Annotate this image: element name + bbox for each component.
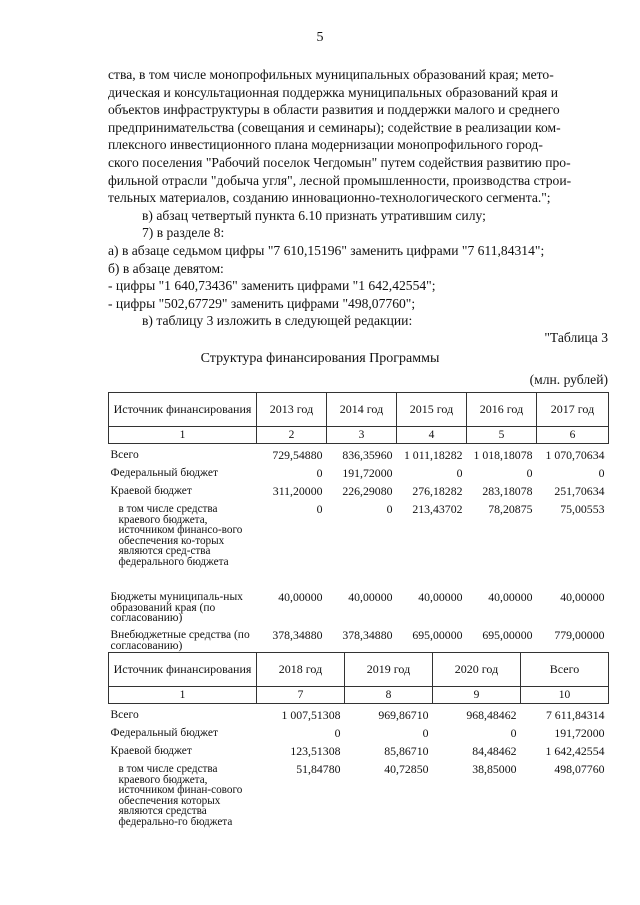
table-cell: 123,51308 bbox=[290, 744, 341, 758]
table-cell: 84,48462 bbox=[472, 744, 517, 758]
row-label: Всего bbox=[110, 709, 139, 721]
table-cell: 78,20875 bbox=[488, 502, 533, 516]
column-header: 2020 год bbox=[433, 653, 521, 687]
row-label: Бюджеты муниципаль-ных образований края (по согласованию) bbox=[110, 591, 243, 624]
row-label: Федеральный бюджет bbox=[110, 467, 218, 479]
table-row bbox=[109, 504, 609, 592]
table-cell: 1 642,42554 bbox=[545, 744, 605, 758]
amendment-item: - цифры "502,67729" заменить цифрами "498,07760"; bbox=[108, 295, 416, 311]
row-label: Краевой бюджет bbox=[110, 745, 192, 757]
table-cell: 0 bbox=[598, 466, 605, 480]
table-cell: 226,29080 bbox=[342, 484, 393, 498]
table-cell: 0 bbox=[386, 502, 393, 516]
table-cell: 276,18282 bbox=[412, 484, 463, 498]
amendment-item: б) в абзаце девятом: bbox=[108, 260, 224, 276]
table-cell: 0 bbox=[316, 502, 323, 516]
column-number: 8 bbox=[345, 687, 433, 704]
column-header: Источник финансирования bbox=[109, 653, 257, 687]
column-number: 2 bbox=[257, 427, 327, 444]
table-cell: 498,07760 bbox=[554, 762, 605, 776]
table-cell: 191,72000 bbox=[342, 466, 393, 480]
table-cell: 191,72000 bbox=[554, 726, 605, 740]
table-cell: 40,00000 bbox=[488, 590, 533, 604]
table-number: "Таблица 3 bbox=[544, 330, 608, 345]
table-cell: 779,00000 bbox=[554, 628, 605, 642]
page-number: 5 bbox=[316, 30, 324, 45]
amendment-item: в) абзац четвертый пункта 6.10 признать утратившим силу; bbox=[142, 207, 486, 223]
paragraph-line: плексного инвестиционного плана модернизации монопрофильного город- bbox=[108, 137, 543, 153]
column-number: 1 bbox=[109, 427, 257, 444]
table-cell: 213,43702 bbox=[412, 502, 463, 516]
amendment-item: - цифры "1 640,73436" заменить цифрами "1 642,42554"; bbox=[108, 278, 436, 294]
column-header: 2015 год bbox=[397, 393, 467, 427]
table-cell: 0 bbox=[422, 726, 429, 740]
paragraph-line: дическая и консультационная поддержка муниципальных образований края и bbox=[108, 84, 558, 100]
row-label: в том числе средства краевого бюджета, источником финан-сового обеспечения которых являются средства федерально-го бюджета bbox=[118, 763, 243, 828]
row-label: Внебюджетные средства (по согласованию) bbox=[110, 629, 250, 652]
column-header: 2019 год bbox=[345, 653, 433, 687]
table-cell: 968,48462 bbox=[466, 708, 517, 722]
row-label: Федеральный бюджет bbox=[110, 727, 218, 739]
table-title: Структура финансирования Программы bbox=[200, 351, 440, 366]
table-cell: 51,84780 bbox=[296, 762, 341, 776]
column-number: 9 bbox=[433, 687, 521, 704]
column-header: Источник финансирования bbox=[109, 393, 257, 427]
column-header: 2017 год bbox=[537, 393, 609, 427]
paragraph-line: тельных материалов, созданию инновационно-технологического сегмента."; bbox=[108, 190, 551, 206]
table-cell: 311,20000 bbox=[272, 484, 323, 498]
column-number: 4 bbox=[397, 427, 467, 444]
table-row bbox=[109, 710, 609, 728]
units-label: (млн. рублей) bbox=[529, 372, 608, 387]
table-cell: 378,34880 bbox=[272, 628, 323, 642]
amendment-item: в) таблицу 3 изложить в следующей редакции: bbox=[142, 313, 413, 329]
table-cell: 836,35960 bbox=[342, 448, 393, 462]
table-cell: 378,34880 bbox=[342, 628, 393, 642]
table-row bbox=[109, 592, 609, 630]
row-label: Краевой бюджет bbox=[110, 485, 192, 497]
paragraph-line: ского поселения "Рабочий поселок Чегдомын" путем содействия развитию про- bbox=[108, 154, 571, 170]
table-cell: 40,00000 bbox=[278, 590, 323, 604]
table-cell: 1 011,18282 bbox=[403, 448, 463, 462]
table-cell: 85,86710 bbox=[384, 744, 429, 758]
row-label: в том числе средства краевого бюджета, источником финансо-вого обеспечения ко-торых являются сред-ства федерального бюджета bbox=[118, 503, 243, 568]
column-header: 2018 год bbox=[257, 653, 345, 687]
table-cell: 695,00000 bbox=[412, 628, 463, 642]
table-row bbox=[109, 764, 609, 844]
table-cell: 0 bbox=[334, 726, 341, 740]
table-cell: 38,85000 bbox=[472, 762, 517, 776]
table-cell: 969,86710 bbox=[378, 708, 429, 722]
paragraph-line: фильной отрасли "добыча угля", лесной промышленности, производства строи- bbox=[108, 172, 572, 188]
table-cell: 729,54880 bbox=[272, 448, 323, 462]
table-cell: 0 bbox=[526, 466, 533, 480]
column-number: 5 bbox=[467, 427, 537, 444]
paragraph-line: предпринимательства (совещания и семинары); содействие в реализации ком- bbox=[108, 119, 561, 135]
table-row bbox=[109, 486, 609, 504]
document-body bbox=[108, 66, 608, 330]
table-cell: 0 bbox=[316, 466, 323, 480]
table-cell: 1 018,18078 bbox=[473, 448, 533, 462]
column-header: 2013 год bbox=[257, 393, 327, 427]
table-cell: 40,72850 bbox=[384, 762, 429, 776]
table-cell: 1 070,70634 bbox=[545, 448, 605, 462]
table-cell: 7 611,84314 bbox=[545, 708, 605, 722]
column-number: 10 bbox=[521, 687, 609, 704]
column-number: 3 bbox=[327, 427, 397, 444]
column-number: 1 bbox=[109, 687, 257, 704]
table-cell: 1 007,51308 bbox=[281, 708, 341, 722]
paragraph-line: объектов инфраструктуры в области развития и поддержки малого и среднего bbox=[108, 102, 560, 118]
table-cell: 283,18078 bbox=[482, 484, 533, 498]
table-cell: 40,00000 bbox=[348, 590, 393, 604]
table-cell: 0 bbox=[456, 466, 463, 480]
table-cell: 75,00553 bbox=[560, 502, 605, 516]
financing-table-2013-2017 bbox=[108, 392, 609, 658]
column-number: 7 bbox=[257, 687, 345, 704]
amendment-item: 7) в разделе 8: bbox=[142, 225, 225, 241]
table-cell: 251,70634 bbox=[554, 484, 605, 498]
table-row bbox=[109, 746, 609, 764]
table-row bbox=[109, 728, 609, 746]
table-cell: 40,00000 bbox=[560, 590, 605, 604]
table-cell: 40,00000 bbox=[418, 590, 463, 604]
row-label: Всего bbox=[110, 449, 139, 461]
continuation-paragraph bbox=[108, 66, 608, 207]
amendment-item: а) в абзаце седьмом цифры "7 610,15196" заменить цифрами "7 611,84314"; bbox=[108, 242, 545, 258]
column-header: Всего bbox=[521, 653, 609, 687]
paragraph-line: ства, в том числе монопрофильных муниципальных образований края; мето- bbox=[108, 67, 554, 82]
column-header: 2016 год bbox=[467, 393, 537, 427]
column-number: 6 bbox=[537, 427, 609, 444]
column-header: 2014 год bbox=[327, 393, 397, 427]
table-cell: 0 bbox=[510, 726, 517, 740]
table-cell: 695,00000 bbox=[482, 628, 533, 642]
financing-table-2018-2020 bbox=[108, 652, 609, 844]
